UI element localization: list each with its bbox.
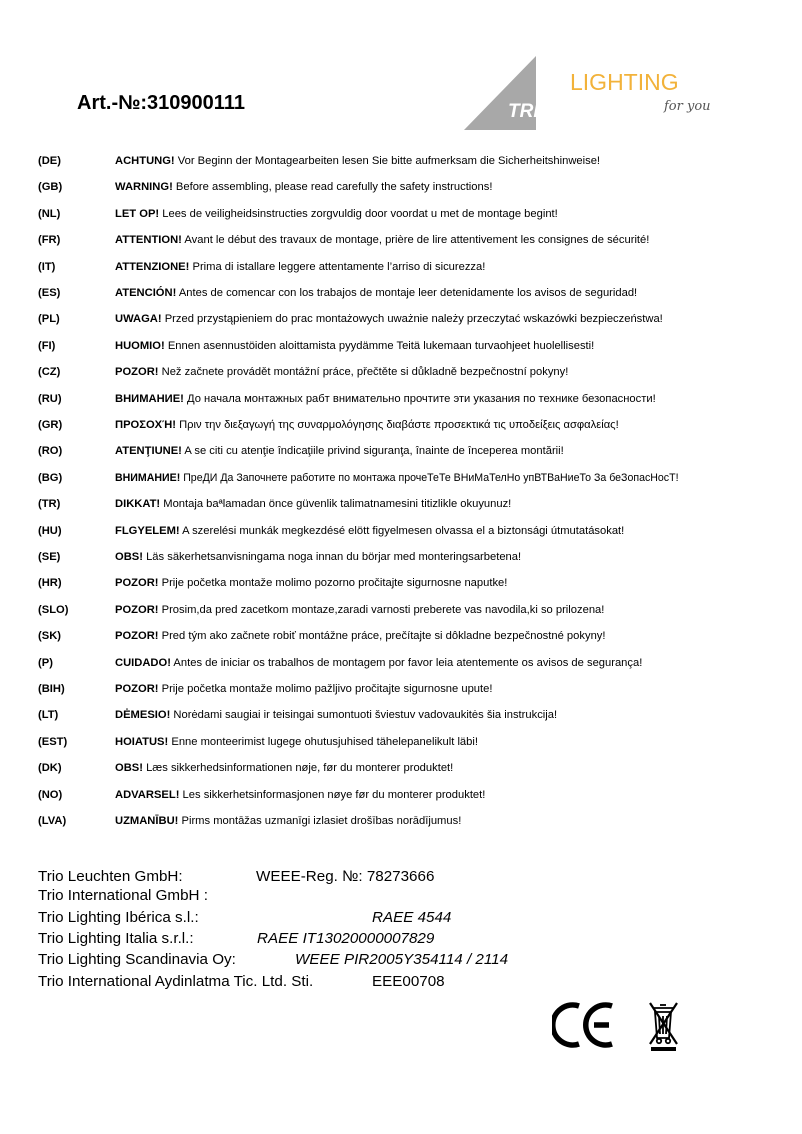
trio-lighting-logo [462, 54, 722, 134]
warning-text: Prije početka montaže molimo pažljivo pročitajte sigurnosne upute! [158, 683, 493, 695]
warning-row [38, 811, 798, 831]
language-code: (DK) [38, 762, 62, 775]
warning-heading: POZOR! [115, 630, 159, 643]
warning-row [38, 362, 798, 382]
warning-text: Prije početka montaže molimo pozorno pročitajte sigurnosne naputke! [158, 577, 508, 590]
warning-heading: UZMANĪBU! [115, 815, 179, 827]
warning-row [38, 494, 798, 514]
warning-heading: OBS! [115, 551, 143, 563]
logo-word: LIGHTING [570, 69, 679, 95]
language-code: (RO) [38, 445, 63, 458]
warning-text: Norėdami saugiai ir teisingai sumontuoti šviestuv vadovaukitės šia instrukcija! [170, 709, 558, 722]
language-code: (FI) [38, 339, 56, 352]
warning-text: ПреДИ Да Започнете работите по монтажа прочеТеТе ВНиМаТелНо упВТВаНиеТо За беЗопасНосТ! [180, 471, 679, 484]
warning-text: Montaja baªlamadan önce güvenlik talimatnamesini titizlikle okuyunuz! [160, 498, 512, 511]
warning-heading: CUIDADO! [115, 656, 171, 669]
warning-row [38, 151, 798, 171]
warning-row [38, 600, 798, 620]
warning-row [38, 177, 798, 197]
registration-number: WEEE PIR2005Y354114 / 2114 [295, 951, 509, 968]
warning-row [38, 230, 798, 250]
warning-row [38, 389, 798, 409]
language-code: (LT) [38, 709, 59, 722]
warning-text: Enne monteerimist lugege ohutusjuhised tähelepanelikult läbi! [168, 735, 478, 748]
warning-heading: OBS! [115, 762, 143, 775]
warning-heading: DIKKAT! [115, 498, 161, 511]
warning-heading: POZOR! [115, 603, 159, 616]
language-code: (EST) [38, 735, 68, 748]
warning-heading: LET OP! [115, 207, 160, 220]
warning-row [38, 573, 798, 593]
warning-text: Ennen asennustöiden aloittamista pyydämme Teitä lukemaan turvaohjeet huolellisesti! [164, 339, 595, 352]
warning-row [38, 257, 798, 277]
warning-row [38, 441, 798, 461]
warning-text: Vor Beginn der Montagearbeiten lesen Sie bitte aufmerksam die Sicherheitshinweise! [174, 155, 601, 167]
warning-text: Przed przystąpieniem do prac montażowych uważnie należy przeczytać wskazówki bezpieczeństwa! [161, 313, 663, 326]
warning-text: Lees de veiligheidsinstructies zorgvuldig door voordat u met de montage begint! [159, 207, 558, 220]
warning-heading: ВНИМАНИЕ! [115, 471, 181, 484]
warning-row [38, 309, 798, 329]
warning-row [38, 415, 798, 435]
company-name: Trio Lighting Italia s.r.l.: [38, 930, 194, 947]
warning-text: Läs säkerhetsanvisningama noga innan du börjar med monteringsarbetena! [142, 551, 522, 563]
warning-row [38, 204, 798, 224]
warning-heading: HUOMIO! [115, 339, 165, 352]
warning-row [38, 785, 798, 805]
warning-row [38, 283, 798, 303]
article-number: Art.-№:310900111 [77, 92, 245, 114]
warning-heading: POZOR! [115, 366, 159, 379]
language-code: (GB) [38, 181, 63, 194]
warning-text: Læs sikkerhedsinformationen nøje, før du monterer produktet! [142, 762, 454, 775]
language-code: (RU) [38, 392, 62, 405]
language-code: (NO) [38, 788, 63, 801]
company-name: Trio Leuchten GmbH: [38, 868, 183, 885]
registration-number: EEE00708 [372, 973, 445, 990]
warning-heading: DĖMESIO! [115, 709, 171, 722]
language-code: (LVA) [38, 815, 67, 827]
registration-number: RAEE 4544 [372, 909, 452, 926]
warning-row [38, 468, 798, 488]
registration-number: RAEE IT13020000007829 [257, 930, 435, 947]
warning-text: Les sikkerhetsinformasjonen nøye før du monterer produktet! [179, 788, 486, 801]
company-name: Trio Lighting Scandinavia Oy: [38, 951, 236, 968]
warning-text: Pred tým ako začnete robiť montážne práce, prečítajte si dôkladne bezpečnostné pokyny! [158, 630, 606, 643]
language-code: (P) [38, 656, 53, 669]
warning-text: Pirms montāžas uzmanīgi izlasiet drošības norādījumus! [178, 815, 462, 827]
warning-heading: ΠΡΟΣΟΧΉ! [115, 419, 176, 431]
warning-text: До начала монтажных рабт внимательно прочтите эти указания по технике безопасности! [183, 392, 656, 405]
logo-tagline: for you [664, 99, 711, 114]
warning-text: A szerelési munkák megkezdésé elött figyelmesen olvassa el a biztonsági útmutatásokat! [179, 524, 625, 537]
language-code: (GR) [38, 419, 63, 431]
warning-text: Než začnete provádět montážní práce, přečtěte si důkladně bezpečnostní pokyny! [158, 366, 569, 379]
warning-heading: ACHTUNG! [115, 155, 175, 167]
language-code: (HU) [38, 524, 62, 537]
warning-text: Antes de comencar con los trabajos de montaje leer detenidamente los avisos de seguridad! [176, 287, 638, 299]
warning-heading: FLGYELEM! [115, 524, 180, 537]
company-name: Trio International GmbH : [38, 887, 208, 904]
warning-heading: ATENŢIUNE! [115, 445, 182, 458]
warning-text: A se citi cu atenţie îndicaţiile privind siguranţa, înainte de începerea montării! [181, 445, 564, 458]
warning-heading: WARNING! [115, 181, 173, 194]
registration-number: WEEE-Reg. №: 78273666 [256, 868, 435, 885]
warning-row [38, 732, 798, 752]
language-code: (IT) [38, 260, 56, 273]
language-code: (FR) [38, 234, 61, 247]
crossed-bin-icon [650, 1003, 677, 1044]
language-code: (SLO) [38, 603, 69, 616]
company-name: Trio Lighting Ibérica s.l.: [38, 909, 199, 926]
certification-marks [552, 1000, 692, 1052]
language-code: (DE) [38, 155, 61, 167]
language-code: (PL) [38, 313, 60, 326]
warning-heading: POZOR! [115, 683, 159, 695]
bin-underline-bar [651, 1047, 676, 1051]
warning-text: Prosim,da pred zacetkom montaze,zaradi varnosti preberete vas navodila,ki so prilozena! [158, 603, 605, 616]
ce-mark-icon [553, 1005, 612, 1045]
language-code: (NL) [38, 207, 61, 220]
language-code: (CZ) [38, 366, 61, 379]
warning-heading: UWAGA! [115, 313, 162, 326]
company-name: Trio International Aydinlatma Tic. Ltd. Sti. [38, 973, 314, 990]
language-code: (TR) [38, 498, 61, 511]
warning-row [38, 521, 798, 541]
language-code: (ES) [38, 287, 61, 299]
warning-row [38, 679, 798, 699]
warning-text: Prima di istallare leggere attentamente l’arriso di sicurezza! [189, 260, 486, 273]
warning-row [38, 758, 798, 778]
warning-text: Πριν την διεξαγωγή της συναρμολόγησης διαβάστε προσεκτικά τις υποδείξεις ασφαλείας! [175, 419, 619, 431]
warning-row [38, 336, 798, 356]
warning-row [38, 547, 798, 567]
warning-row [38, 653, 798, 673]
warning-row [38, 705, 798, 725]
language-code: (SE) [38, 551, 61, 563]
language-code: (HR) [38, 577, 62, 590]
language-code: (SK) [38, 630, 61, 643]
warning-text: Before assembling, please read carefully the safety instructions! [172, 181, 493, 194]
warning-heading: ATTENTION! [115, 234, 182, 247]
warning-heading: HOIATUS! [115, 735, 169, 748]
warning-heading: ВНИМАНИЕ! [115, 392, 184, 405]
warning-text: Avant le début des travaux de montage, prière de lire attentivement les consignes de sécurité! [181, 234, 650, 247]
logo-brand: TRIO [508, 101, 554, 122]
warning-text: Antes de iniciar os trabalhos de montagem por favor leia atentemente os avisos de segurança! [170, 656, 643, 669]
language-code: (BG) [38, 471, 63, 484]
warning-heading: ATENCIÓN! [115, 287, 177, 299]
warning-heading: ADVARSEL! [115, 788, 180, 801]
language-code: (BIH) [38, 683, 65, 695]
warning-row [38, 626, 798, 646]
warning-heading: ATTENZIONE! [115, 260, 190, 273]
warning-heading: POZOR! [115, 577, 159, 590]
